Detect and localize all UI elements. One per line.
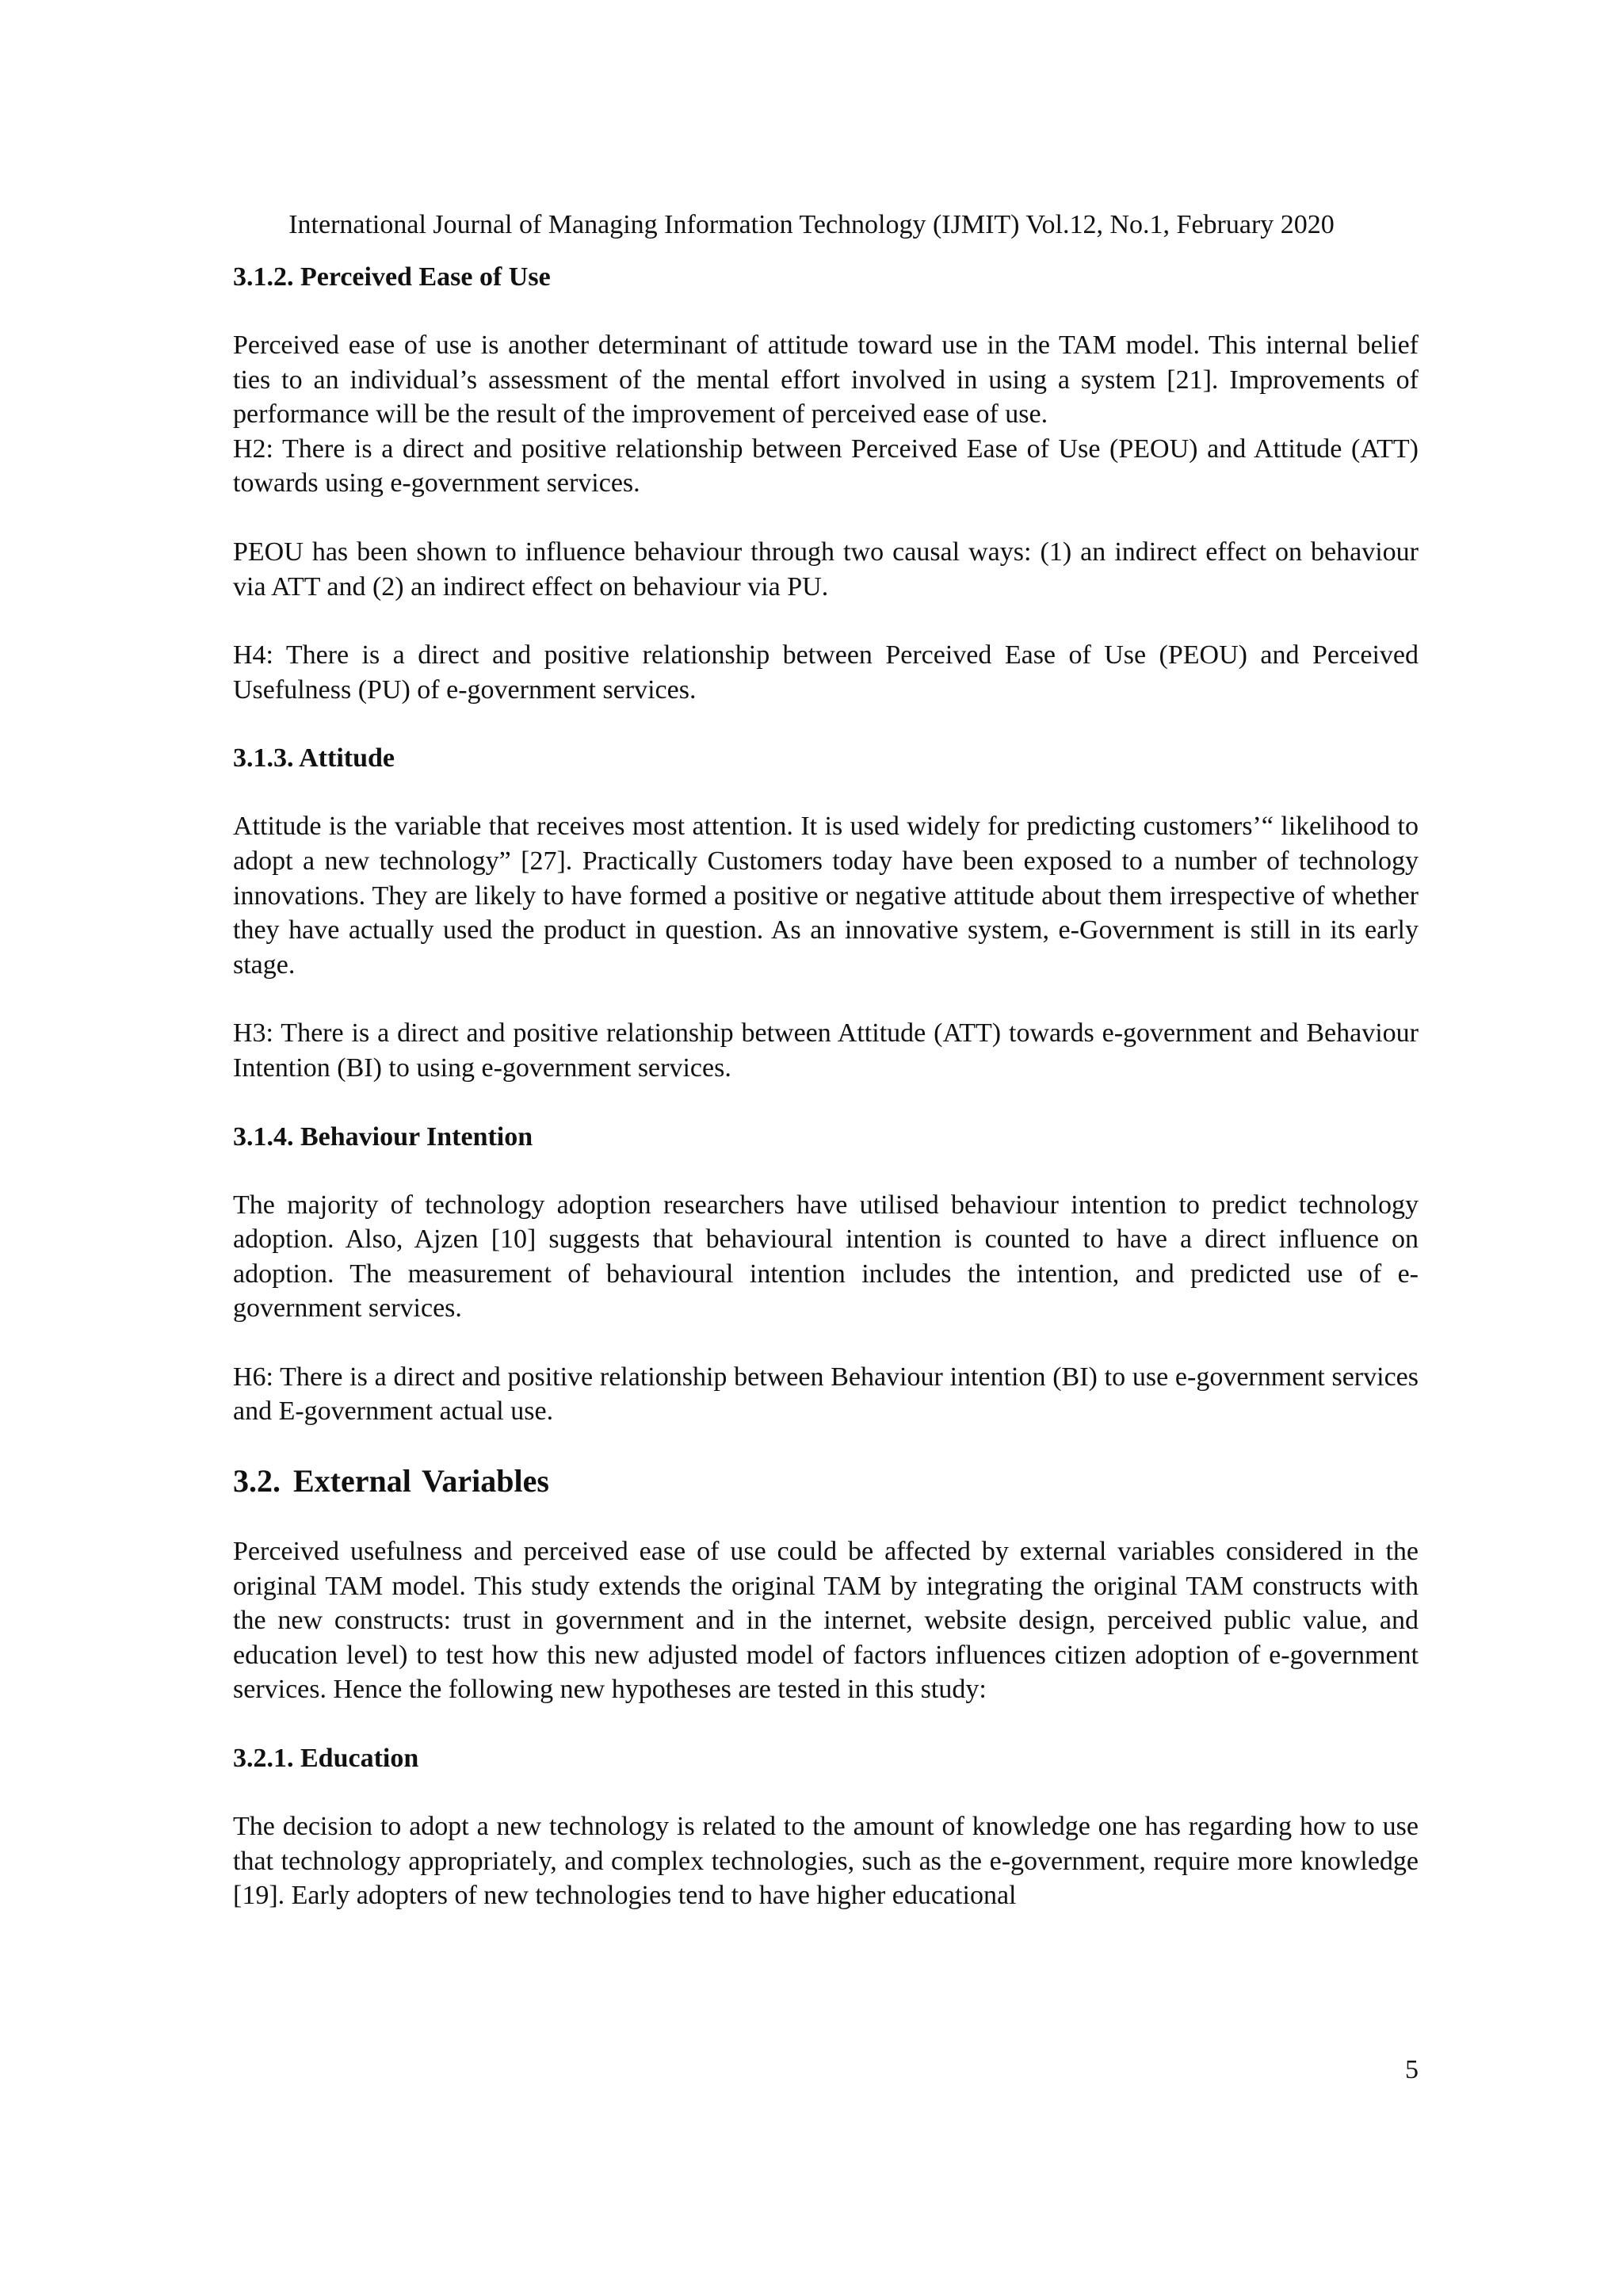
hypothesis-h6: H6: There is a direct and positive relationship between Behaviour intention (BI) to use e-government services and E-government actual use.	[233, 1362, 1419, 1427]
section-heading-3-1-4: 3.1.4. Behaviour Intention	[233, 1121, 533, 1152]
paragraph-education: The decision to adopt a new technology is related to the amount of knowledge one has regarding how to use that technology appropriately, and complex technologies, such as the e-government, require more knowledge [19]. Early adopters of new technologies tend to have higher educational	[233, 1812, 1419, 1911]
paragraph-peou-definition: Perceived ease of use is another determinant of attitude toward use in the TAM model. This internal belief ties to an individual’s assessment of the mental effort involved in using a system [21]. Improvements of performance will be the result of the improvement of perceived ease of use.	[233, 330, 1419, 430]
section-title-external-variables: External Variables	[293, 1463, 549, 1499]
page-body	[233, 260, 1419, 1913]
section-heading-3-1-2: 3.1.2. Perceived Ease of Use	[233, 262, 551, 292]
hypothesis-h3: H3: There is a direct and positive relationship between Attitude (ATT) towards e-government and Behaviour Intention (BI) to using e-government services.	[233, 1018, 1419, 1083]
section-heading-3-2-1: 3.2.1. Education	[233, 1744, 419, 1774]
page-number: 5	[1405, 2055, 1419, 2084]
paragraph-external-variables: Perceived usefulness and perceived ease of use could be affected by external variables considered in the original TAM model. This study extends the original TAM by integrating the original TAM constructs with the new constructs: trust in government and in the internet, website design, perceived public value, and education level) to test how this new adjusted model of factors influences citizen adoption of e-government services. Hence the following new hypotheses are tested in this study:	[233, 1537, 1419, 1705]
section-heading-3-2	[233, 1461, 1419, 1501]
paragraph-behaviour-intention: The majority of technology adoption researchers have utilised behaviour intention to predict technology adoption. Also, Ajzen [10] suggests that behavioural intention is counted to have a direct influence on adoption. The measurement of behavioural intention includes the intention, and predicted use of e-government services.	[233, 1190, 1419, 1324]
paragraph-peou-influence: PEOU has been shown to influence behaviour through two causal ways: (1) an indirect effect on behaviour via ATT and (2) an indirect effect on behaviour via PU.	[233, 537, 1419, 602]
hypothesis-h4: H4: There is a direct and positive relationship between Perceived Ease of Use (PEOU) and Perceived Usefulness (PU) of e-government services.	[233, 640, 1419, 705]
section-heading-3-1-3: 3.1.3. Attitude	[233, 743, 395, 774]
running-header: International Journal of Managing Information Technology (IJMIT) Vol.12, No.1, February 2020	[288, 210, 1335, 239]
section-number-3-2: 3.2.	[233, 1463, 281, 1499]
hypothesis-h2: H2: There is a direct and positive relationship between Perceived Ease of Use (PEOU) and Attitude (ATT) towards using e-government services.	[233, 434, 1419, 499]
paragraph-attitude: Attitude is the variable that receives most attention. It is used widely for predicting customers’“ likelihood to adopt a new technology” [27]. Practically Customers today have been exposed to a number of technology innovations. They are likely to have formed a positive or negative attitude about them irrespective of whether they have actually used the product in question. As an innovative system, e-Government is still in its early stage.	[233, 812, 1419, 980]
